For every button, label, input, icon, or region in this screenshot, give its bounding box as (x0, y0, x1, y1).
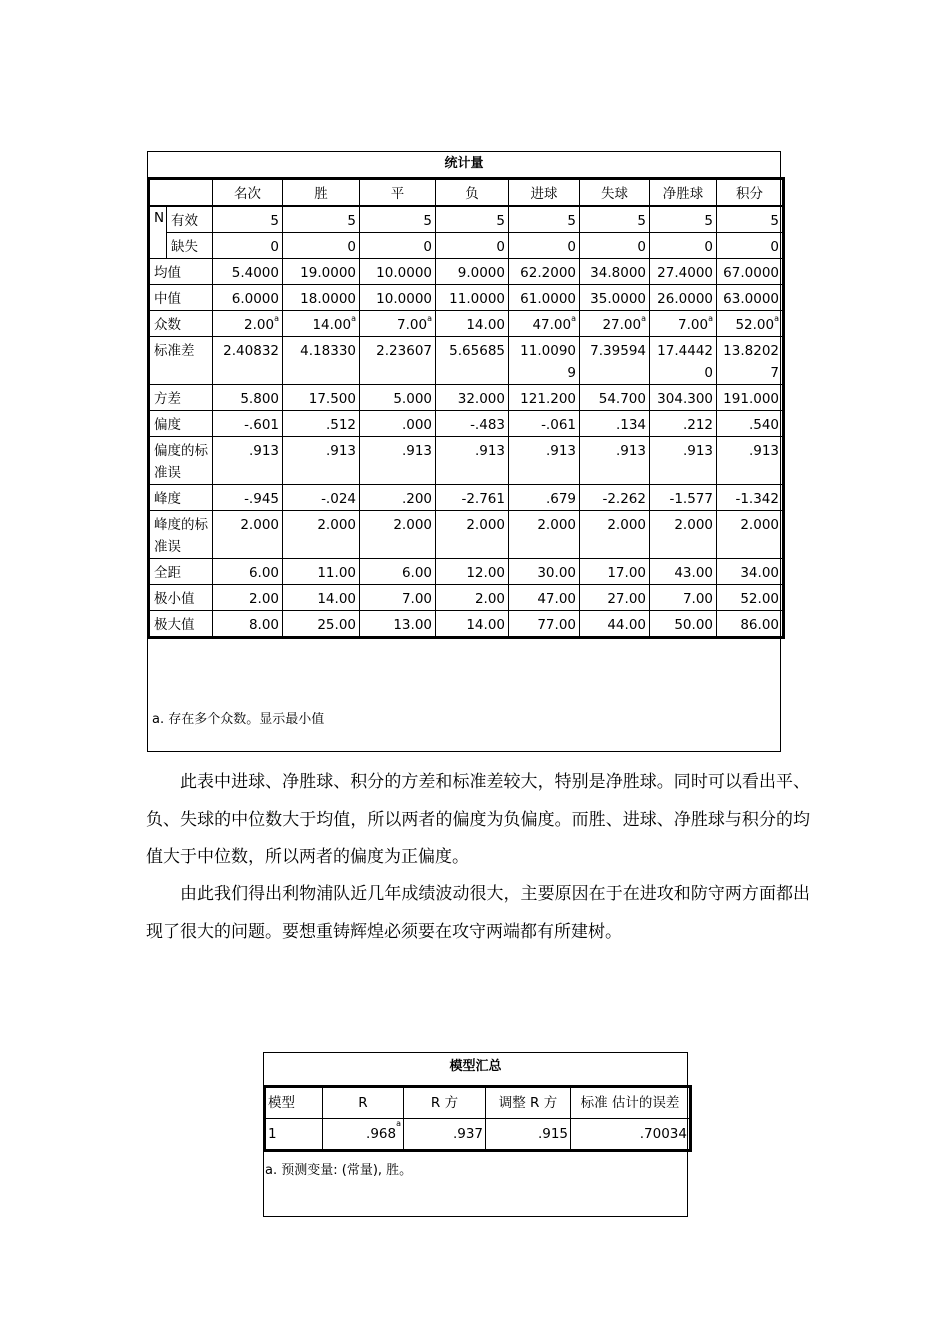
stat-value: -.601 (244, 417, 279, 433)
stat-value: 17.44420 (657, 343, 713, 381)
stat-cell (360, 259, 436, 285)
stat-cell (580, 385, 650, 411)
stat-cell (580, 611, 650, 638)
stat-cell (436, 259, 509, 285)
stat-cell (650, 385, 717, 411)
stat-cell (650, 311, 717, 337)
model-summary-title: 模型汇总 (449, 1059, 502, 1074)
stat-value: -.024 (321, 491, 356, 507)
column-header: 净胜球 (650, 179, 717, 207)
stat-cell (509, 611, 580, 638)
stat-value: 34.8000 (590, 265, 646, 281)
stat-cell (509, 511, 580, 559)
stat-value: 14.00 (466, 317, 505, 333)
stat-value: .200 (401, 491, 432, 507)
stat-cell (436, 437, 509, 485)
stat-cell (509, 411, 580, 437)
stat-cell (650, 259, 717, 285)
stat-value: 14.00 (466, 617, 505, 633)
stat-cell (436, 285, 509, 311)
row-label: 极大值 (149, 611, 213, 638)
stat-value: .913 (325, 443, 356, 459)
stat-cell (717, 485, 784, 511)
stat-cell (213, 511, 283, 559)
cell-r-value: .968 (366, 1126, 397, 1142)
stat-value: 47.00 (532, 317, 572, 333)
stat-cell (509, 259, 580, 285)
stat-cell (283, 311, 360, 337)
stat-value: 77.00 (537, 617, 576, 633)
footnote-mark: a (641, 314, 646, 323)
stat-value: 17.500 (308, 391, 356, 407)
stat-value: -1.577 (669, 491, 713, 507)
stat-value: 2.00 (244, 317, 275, 333)
stat-cell (580, 259, 650, 285)
row-label-n: N (149, 206, 167, 259)
stat-cell (213, 411, 283, 437)
stat-value: 62.2000 (520, 265, 576, 281)
model-summary-footnote: a. 预测变量: (常量), 胜。 (265, 1163, 413, 1178)
stat-value: 27.00 (602, 317, 642, 333)
header-std-error: 标准 估计的误差 (571, 1087, 691, 1119)
stat-cell: 0 (717, 233, 784, 259)
stat-cell (717, 311, 784, 337)
stat-value: 5.800 (240, 391, 279, 407)
stat-value: 86.00 (740, 617, 779, 633)
stat-value: 34.00 (740, 565, 779, 581)
stat-value: 13.82027 (723, 343, 779, 381)
column-header: 失球 (580, 179, 650, 207)
column-header: 胜 (283, 179, 360, 207)
stat-value: .913 (248, 443, 279, 459)
stat-value: 47.00 (537, 591, 576, 607)
stat-cell (283, 485, 360, 511)
cell-r-square: .937 (404, 1119, 486, 1151)
stat-cell (283, 285, 360, 311)
row-label: 峰度的标准误 (149, 511, 213, 559)
stat-value: 14.00 (312, 317, 352, 333)
stat-cell (509, 437, 580, 485)
footnote-mark: a (774, 314, 779, 323)
row-label: 标准差 (149, 337, 213, 385)
cell-r-footnote-mark: a (396, 1119, 401, 1128)
stat-value: 7.00 (678, 317, 709, 333)
stat-cell (717, 285, 784, 311)
stat-cell: 5 (509, 206, 580, 233)
stat-value: 18.0000 (300, 291, 356, 307)
row-label: 方差 (149, 385, 213, 411)
stat-cell (360, 559, 436, 585)
stat-cell (213, 285, 283, 311)
stat-value: 44.00 (607, 617, 646, 633)
stat-cell (650, 485, 717, 511)
stat-cell (213, 259, 283, 285)
model-summary-panel (263, 1052, 688, 1217)
stat-cell (360, 585, 436, 611)
stat-cell: 0 (436, 233, 509, 259)
header-adjusted-r-square: 调整 R 方 (486, 1087, 571, 1119)
conclusion-paragraph: 由此我们得出利物浦队近几年成绩波动很大，主要原因在于在进攻和防守两方面都出现了很大的问题。要想重铸辉煌必须要在攻守两端都有所建树。 (146, 884, 810, 942)
stat-cell (650, 411, 717, 437)
stat-value: 52.00 (735, 317, 775, 333)
stat-value: 2.000 (240, 517, 279, 533)
stat-cell: 5 (717, 206, 784, 233)
footnote-mark: a (274, 314, 279, 323)
stat-cell (283, 411, 360, 437)
stat-cell (580, 411, 650, 437)
stat-value: 63.0000 (723, 291, 779, 307)
stat-value: 304.300 (657, 391, 713, 407)
stat-value: 6.00 (248, 565, 279, 581)
stat-cell: 5 (213, 206, 283, 233)
cell-std-error: .70034 (571, 1119, 691, 1151)
stat-value: 17.00 (607, 565, 646, 581)
stat-cell (360, 437, 436, 485)
stat-cell (283, 385, 360, 411)
header-corner (149, 179, 213, 207)
stat-value: 7.00 (401, 591, 432, 607)
stat-cell (436, 611, 509, 638)
stat-cell (580, 311, 650, 337)
stat-value: .212 (682, 417, 713, 433)
stat-cell (436, 485, 509, 511)
stats-row (149, 259, 784, 285)
column-header: 进球 (509, 179, 580, 207)
stats-header-row (149, 179, 784, 207)
stat-cell (717, 385, 784, 411)
stat-value: 4.18330 (300, 343, 356, 359)
statistics-footnote: a. 存在多个众数。显示最小值 (152, 712, 325, 727)
footnote-mark: a (708, 314, 713, 323)
stat-value: .913 (748, 443, 779, 459)
stat-value: 35.0000 (590, 291, 646, 307)
row-label: 中值 (149, 285, 213, 311)
stat-value: 32.000 (457, 391, 505, 407)
stat-value: 2.00 (248, 591, 279, 607)
footnote-mark: a (571, 314, 576, 323)
stat-cell: 5 (650, 206, 717, 233)
stat-value: .000 (401, 417, 432, 433)
stat-cell (283, 611, 360, 638)
stat-value: 11.00 (317, 565, 356, 581)
stat-value: .679 (545, 491, 576, 507)
stat-cell: 0 (580, 233, 650, 259)
stat-value: 7.39594 (590, 343, 646, 359)
stat-cell (509, 337, 580, 385)
stat-cell (283, 585, 360, 611)
stat-value: 2.00 (474, 591, 505, 607)
stat-cell: 0 (213, 233, 283, 259)
stat-value: 2.000 (740, 517, 779, 533)
footnote-mark: a (427, 314, 432, 323)
stats-row (149, 385, 784, 411)
stat-cell (509, 559, 580, 585)
stat-cell (436, 411, 509, 437)
row-label: 偏度的标准误 (149, 437, 213, 485)
stat-cell (580, 511, 650, 559)
stat-cell (650, 559, 717, 585)
row-label: 极小值 (149, 585, 213, 611)
column-header: 平 (360, 179, 436, 207)
stat-value: 54.700 (598, 391, 646, 407)
row-label: 众数 (149, 311, 213, 337)
stat-value: 43.00 (674, 565, 713, 581)
stats-row-n (149, 206, 784, 233)
stat-value: 5.65685 (449, 343, 505, 359)
stat-value: 191.000 (723, 391, 779, 407)
stat-cell (650, 285, 717, 311)
stat-value: 2.000 (393, 517, 432, 533)
stat-value: 2.000 (537, 517, 576, 533)
stat-value: 12.00 (466, 565, 505, 581)
stat-value: 6.0000 (231, 291, 279, 307)
header-model: 模型 (265, 1087, 323, 1119)
stat-cell (213, 559, 283, 585)
header-r: R (323, 1087, 404, 1119)
stats-row (149, 285, 784, 311)
stat-value: .913 (474, 443, 505, 459)
stat-cell (360, 511, 436, 559)
stat-cell (580, 559, 650, 585)
stat-cell (650, 337, 717, 385)
stat-cell (360, 311, 436, 337)
stat-cell (436, 511, 509, 559)
stat-cell (509, 285, 580, 311)
stat-cell: 5 (580, 206, 650, 233)
stat-cell (650, 437, 717, 485)
stat-value: .913 (615, 443, 646, 459)
stat-value: 2.000 (466, 517, 505, 533)
stat-cell (717, 585, 784, 611)
stats-row (149, 437, 784, 485)
stat-value: 2.000 (317, 517, 356, 533)
stat-value: -.483 (470, 417, 505, 433)
statistics-table-title: 统计量 (444, 156, 484, 171)
stat-cell (717, 559, 784, 585)
stat-cell (360, 337, 436, 385)
row-label: 均值 (149, 259, 213, 285)
stat-cell (436, 311, 509, 337)
stat-value: .913 (545, 443, 576, 459)
stat-value: -.061 (541, 417, 576, 433)
stat-cell (283, 437, 360, 485)
stat-value: -2.262 (602, 491, 646, 507)
model-data-row (265, 1119, 691, 1151)
stats-row (149, 511, 784, 559)
column-header: 负 (436, 179, 509, 207)
stat-value: .913 (682, 443, 713, 459)
stat-cell (360, 411, 436, 437)
stat-value: 67.0000 (723, 265, 779, 281)
stat-value: 6.00 (401, 565, 432, 581)
row-label: 峰度 (149, 485, 213, 511)
stat-value: 2.000 (674, 517, 713, 533)
stats-row (149, 311, 784, 337)
stat-cell (580, 585, 650, 611)
stat-cell: 0 (360, 233, 436, 259)
stat-value: 7.00 (682, 591, 713, 607)
analysis-paragraph: 此表中进球、净胜球、积分的方差和标准差较大，特别是净胜球。同时可以看出平、负、失球的中位数大于均值，所以两者的偏度为负偏度。而胜、进球、净胜球与积分的均值大于中位数，所以两者的偏度为正偏度。 (146, 772, 810, 867)
column-header: 名次 (213, 179, 283, 207)
stat-value: 27.00 (607, 591, 646, 607)
stat-cell (717, 337, 784, 385)
stat-value: .134 (615, 417, 646, 433)
stat-value: 9.0000 (457, 265, 505, 281)
stat-cell (717, 259, 784, 285)
column-header: 积分 (717, 179, 784, 207)
stat-cell (717, 611, 784, 638)
stat-cell (509, 585, 580, 611)
stat-value: .540 (748, 417, 779, 433)
cell-model: 1 (265, 1119, 323, 1151)
stat-cell (213, 437, 283, 485)
stat-cell (509, 311, 580, 337)
stat-value: 8.00 (248, 617, 279, 633)
stat-cell (717, 511, 784, 559)
stat-cell: 5 (360, 206, 436, 233)
stat-cell (436, 337, 509, 385)
stat-value: 25.00 (317, 617, 356, 633)
stat-cell: 5 (283, 206, 360, 233)
stat-cell (360, 385, 436, 411)
row-label: 偏度 (149, 411, 213, 437)
stat-value: 2.000 (607, 517, 646, 533)
stat-cell (580, 485, 650, 511)
stat-value: 27.4000 (657, 265, 713, 281)
stat-cell (509, 485, 580, 511)
stat-cell (436, 585, 509, 611)
stats-row (149, 485, 784, 511)
stat-cell (436, 559, 509, 585)
stat-value: -.945 (244, 491, 279, 507)
stat-value: 30.00 (537, 565, 576, 581)
stat-cell (717, 411, 784, 437)
stat-value: -2.761 (461, 491, 505, 507)
stat-value: 5.000 (393, 391, 432, 407)
stat-cell (283, 559, 360, 585)
stat-value: 19.0000 (300, 265, 356, 281)
stat-cell (213, 337, 283, 385)
stats-row (149, 411, 784, 437)
cell-adjusted-r-square: .915 (486, 1119, 571, 1151)
stat-value: 14.00 (317, 591, 356, 607)
stat-value: 121.200 (520, 391, 576, 407)
stat-value: 61.0000 (520, 291, 576, 307)
stats-row (149, 337, 784, 385)
stat-cell (650, 611, 717, 638)
stat-value: 11.0000 (449, 291, 505, 307)
stats-row (149, 611, 784, 638)
row-sublabel: 有效 (167, 206, 213, 233)
stat-value: 50.00 (674, 617, 713, 633)
stat-value: 10.0000 (376, 265, 432, 281)
stat-cell (650, 511, 717, 559)
stat-value: 5.4000 (231, 265, 279, 281)
stat-value: 26.0000 (657, 291, 713, 307)
stat-cell: 5 (436, 206, 509, 233)
stat-cell (213, 385, 283, 411)
stat-cell (213, 485, 283, 511)
stat-cell (213, 311, 283, 337)
row-label: 全距 (149, 559, 213, 585)
footnote-mark: a (351, 314, 356, 323)
model-header-row (265, 1087, 691, 1119)
stat-cell (360, 285, 436, 311)
statistics-table-panel (147, 151, 781, 752)
stat-cell (580, 285, 650, 311)
stat-cell (717, 437, 784, 485)
stat-value: 2.40832 (223, 343, 279, 359)
header-r-square: R 方 (404, 1087, 486, 1119)
stat-value: 10.0000 (376, 291, 432, 307)
stat-value: 52.00 (740, 591, 779, 607)
row-sublabel: 缺失 (167, 233, 213, 259)
stat-value: 2.23607 (376, 343, 432, 359)
stat-value: 11.00909 (520, 343, 576, 381)
cell-r (323, 1119, 404, 1151)
statistics-table (147, 177, 785, 639)
stat-cell: 0 (283, 233, 360, 259)
stat-value: .913 (401, 443, 432, 459)
model-summary-table (263, 1085, 692, 1152)
stats-row (149, 585, 784, 611)
stat-cell (650, 585, 717, 611)
stats-row-n (149, 233, 784, 259)
stat-cell (580, 437, 650, 485)
stat-cell (213, 585, 283, 611)
stats-row (149, 559, 784, 585)
stat-cell (360, 485, 436, 511)
stat-cell (283, 511, 360, 559)
stat-value: -1.342 (735, 491, 779, 507)
stat-cell: 0 (650, 233, 717, 259)
stat-cell (360, 611, 436, 638)
stat-cell (436, 385, 509, 411)
stat-cell (509, 385, 580, 411)
stat-cell (283, 337, 360, 385)
stat-cell (283, 259, 360, 285)
stat-cell (580, 337, 650, 385)
stat-cell (213, 611, 283, 638)
stat-value: 13.00 (393, 617, 432, 633)
stat-value: .512 (325, 417, 356, 433)
stat-cell: 0 (509, 233, 580, 259)
stat-value: 7.00 (397, 317, 428, 333)
